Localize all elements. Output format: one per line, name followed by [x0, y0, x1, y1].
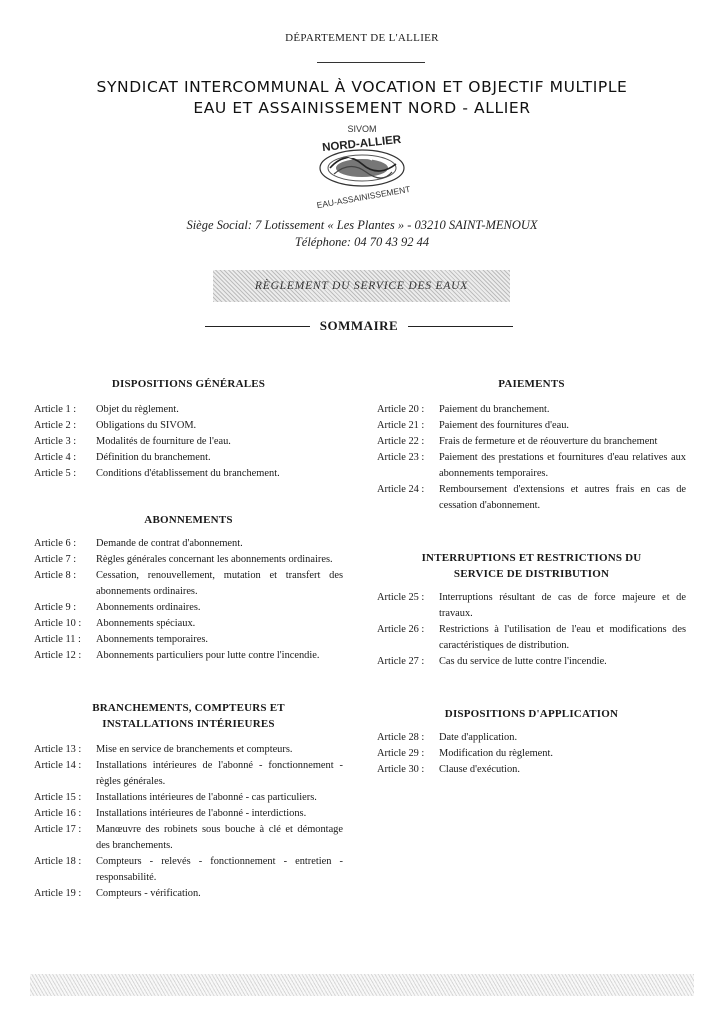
article-title: Obligations du SIVOM.	[96, 420, 197, 431]
section-heading: PAIEMENTS	[498, 378, 565, 390]
toc-item	[34, 886, 343, 902]
head-office-address: Siège Social: 7 Lotissement « Les Plantes » - 03210 SAINT-MENOUX	[186, 218, 538, 232]
article-title: Cas du service de lutte contre l'incendie.	[439, 656, 607, 667]
article-number: Article 28 :	[377, 732, 425, 743]
article-number: Article 3 :	[34, 436, 77, 447]
article-number: Article 9 :	[34, 602, 77, 613]
article-number: Article 5 :	[34, 468, 77, 479]
toc-item	[34, 854, 343, 886]
article-title: Manœuvre des robinets sous bouche à clé et démontage des branchements.	[96, 824, 343, 851]
toc-item	[377, 730, 686, 746]
toc-item	[377, 418, 686, 434]
article-number: Article 2 :	[34, 420, 77, 431]
article-title: Objet du règlement.	[96, 404, 179, 415]
article-title: Installations intérieures de l'abonné - cas particuliers.	[96, 792, 317, 803]
toc-item	[34, 450, 343, 466]
article-title: Paiement des prestations et fournitures d'eau relatives aux abonnements temporaires.	[439, 452, 686, 479]
article-title: Définition du branchement.	[96, 452, 211, 463]
article-title: Frais de fermeture et de réouverture du branchement	[439, 436, 658, 447]
toc-right-column	[377, 376, 686, 778]
article-number: Article 7 :	[34, 554, 77, 565]
toc-item	[377, 402, 686, 418]
article-title: Compteurs - vérification.	[96, 888, 201, 899]
article-number: Article 18 :	[34, 856, 82, 867]
article-title: Compteurs - relevés - fonctionnement - entretien - responsabilité.	[96, 856, 343, 883]
toc-item	[34, 418, 343, 434]
toc-item	[377, 482, 686, 514]
article-number: Article 29 :	[377, 748, 425, 759]
article-number: Article 30 :	[377, 764, 425, 775]
telephone-number: Téléphone: 04 70 43 92 44	[294, 235, 430, 249]
article-number: Article 22 :	[377, 436, 425, 447]
toc-item	[34, 758, 343, 790]
department-header: DÉPARTEMENT DE L'ALLIER	[285, 32, 439, 44]
organization-title-line-1: SYNDICAT INTERCOMMUNAL À VOCATION ET OBJECTIF MULTIPLE	[96, 78, 628, 96]
section-heading: DISPOSITIONS D'APPLICATION	[444, 708, 619, 720]
toc-item	[377, 434, 686, 450]
logo-sivom-text: SIVOM	[347, 124, 377, 134]
sommaire-rule-left	[205, 326, 310, 327]
toc-item	[34, 632, 343, 648]
toc-item	[34, 536, 343, 552]
article-number: Article 25 :	[377, 592, 425, 603]
toc-item	[377, 590, 686, 622]
article-title: Abonnements particuliers pour lutte contre l'incendie.	[96, 650, 320, 661]
article-number: Article 15 :	[34, 792, 82, 803]
article-title: Installations intérieures de l'abonné - interdictions.	[96, 808, 307, 819]
toc-left-column	[34, 376, 343, 902]
toc-section	[34, 512, 343, 664]
article-title: Paiement du branchement.	[439, 404, 550, 415]
section-heading: INTERRUPTIONS ET RESTRICTIONS DU SERVICE DE DISTRIBUTION	[421, 552, 642, 580]
toc-section	[377, 550, 686, 670]
article-number: Article 19 :	[34, 888, 82, 899]
scan-noise-band	[30, 974, 694, 996]
document-title: RÈGLEMENT DU SERVICE DES EAUX	[254, 280, 469, 292]
sommaire-rule-right	[408, 326, 513, 327]
article-number: Article 4 :	[34, 452, 77, 463]
article-title: Cessation, renouvellement, mutation et transfert des abonnements ordinaires.	[96, 570, 343, 597]
toc-section	[377, 376, 686, 514]
article-number: Article 1 :	[34, 404, 77, 415]
article-number: Article 13 :	[34, 744, 82, 755]
logo-swirl-graphic	[320, 150, 404, 186]
article-number: Article 26 :	[377, 624, 425, 635]
toc-item	[34, 402, 343, 418]
toc-item	[377, 622, 686, 654]
article-number: Article 10 :	[34, 618, 82, 629]
article-title: Modification du règlement.	[439, 748, 553, 759]
toc-item	[34, 822, 343, 854]
article-title: Paiement des fournitures d'eau.	[439, 420, 569, 431]
toc-item	[377, 746, 686, 762]
article-title: Clause d'exécution.	[439, 764, 520, 775]
article-number: Article 20 :	[377, 404, 425, 415]
toc-item	[34, 742, 343, 758]
article-number: Article 21 :	[377, 420, 425, 431]
article-number: Article 6 :	[34, 538, 77, 549]
sivom-logo	[300, 120, 424, 212]
logo-eau-assainissement-text: EAU-ASSAINISSEMENT	[315, 183, 412, 211]
toc-item	[34, 568, 343, 600]
article-number: Article 16 :	[34, 808, 82, 819]
toc-item	[34, 434, 343, 450]
organization-title-line-2: EAU ET ASSAINISSEMENT NORD - ALLIER	[193, 99, 531, 117]
article-title: Règles générales concernant les abonnements ordinaires.	[96, 554, 333, 565]
article-title: Modalités de fourniture de l'eau.	[96, 436, 231, 447]
article-title: Abonnements temporaires.	[96, 634, 208, 645]
toc-item	[34, 790, 343, 806]
article-number: Article 24 :	[377, 484, 425, 495]
document-title-banner	[213, 270, 510, 302]
sommaire-title: SOMMAIRE	[319, 318, 399, 333]
article-title: Remboursement d'extensions et autres frais en cas de cessation d'abonnement.	[439, 484, 686, 511]
article-title: Restrictions à l'utilisation de l'eau et modifications des caractéristiques de distribution.	[439, 624, 686, 651]
toc-section	[377, 706, 686, 778]
article-title: Date d'application.	[439, 732, 518, 743]
article-number: Article 17 :	[34, 824, 82, 835]
toc-section	[34, 376, 343, 482]
article-title: Interruptions résultant de cas de force majeure et de travaux.	[439, 592, 686, 619]
toc-item	[377, 762, 686, 778]
article-title: Conditions d'établissement du branchement.	[96, 468, 280, 479]
toc-item	[34, 600, 343, 616]
article-number: Article 23 :	[377, 452, 425, 463]
toc-item	[34, 552, 343, 568]
logo-nord-allier-text: NORD-ALLIER	[321, 133, 402, 155]
article-number: Article 14 :	[34, 760, 82, 771]
article-number: Article 12 :	[34, 650, 82, 661]
article-number: Article 11 :	[34, 634, 81, 645]
article-title: Abonnements spéciaux.	[96, 618, 196, 629]
article-title: Mise en service de branchements et compteurs.	[96, 744, 293, 755]
header-divider	[317, 62, 425, 63]
toc-item	[34, 648, 343, 664]
toc-item	[34, 616, 343, 632]
section-heading: ABONNEMENTS	[144, 514, 233, 526]
toc-section	[34, 700, 343, 902]
article-title: Demande de contrat d'abonnement.	[96, 538, 243, 549]
article-number: Article 8 :	[34, 570, 77, 581]
article-title: Abonnements ordinaires.	[96, 602, 201, 613]
article-number: Article 27 :	[377, 656, 425, 667]
toc-item	[377, 654, 686, 670]
section-heading: BRANCHEMENTS, COMPTEURS ET INSTALLATIONS INTÉRIEURES	[92, 702, 285, 730]
toc-item	[34, 466, 343, 482]
toc-item	[34, 806, 343, 822]
toc-item	[377, 450, 686, 482]
section-heading: DISPOSITIONS GÉNÉRALES	[111, 378, 266, 390]
article-title: Installations intérieures de l'abonné - fonctionnement - règles générales.	[96, 760, 343, 787]
